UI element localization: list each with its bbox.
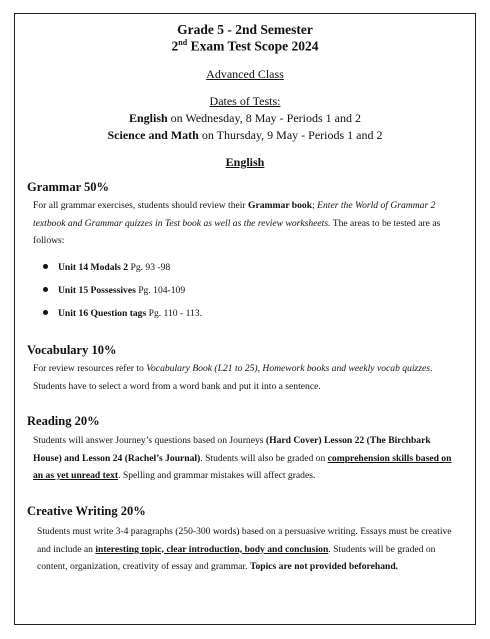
unit-pages: Pg. 93 -98: [128, 262, 171, 273]
list-item: [43, 285, 185, 296]
grammar-text: For all grammar exercises, students should review their: [33, 200, 249, 211]
class-level: Advanced Class: [206, 67, 284, 81]
creative-writing-heading: Creative Writing 20%: [27, 504, 146, 518]
bullet-icon: [43, 264, 48, 269]
writing-requirements: interesting topic, clear introduction, body and conclusion: [95, 543, 329, 555]
vocabulary-description: [33, 360, 461, 395]
reading-skills: comprehension skills based on an as yet unread text: [33, 452, 452, 481]
reading-lessons: (Hard Cover) Lesson 22 (The Birchbark House) and Lesson 24 (Rachel’s Journal): [33, 435, 431, 464]
unit-name: Unit 14 Modals 2: [58, 262, 129, 273]
scimath-date-subject: Science and Math: [107, 128, 199, 142]
creative-writing-description: [37, 523, 461, 576]
grammar-resources: Enter the World of Grammar 2 textbook and Grammar quizzes in Test book as well as the review worksheets.: [33, 200, 436, 229]
english-date-text: on Wednesday, 8 May - Periods 1 and 2: [167, 111, 362, 125]
english-test-date: [15, 111, 475, 126]
unit-pages: Pg. 110 - 113.: [146, 308, 203, 319]
vocabulary-heading: Vocabulary 10%: [27, 343, 117, 357]
grammar-text-sep: ;: [312, 200, 318, 211]
reading-grades-note: . Spelling and grammar mistakes will affect grades.: [118, 470, 316, 481]
grammar-areas-intro: The areas to be tested are as follows:: [33, 217, 441, 246]
unit-name: Unit 16 Question tags: [58, 308, 147, 319]
unit-name: Unit 15 Possessives: [58, 285, 136, 296]
writing-grading: . Students will be graded on content, organization, creativity of essay and grammar.: [37, 543, 436, 572]
writing-topics-note: Topics are not provided beforehand.: [249, 561, 399, 572]
list-item: [43, 308, 202, 319]
subtitle-ordinal: 2: [171, 38, 179, 54]
reading-heading: Reading 20%: [27, 414, 100, 428]
document-title: Grade 5 - 2nd Semester: [177, 22, 313, 37]
subtitle-ordinal-suffix: nd: [178, 38, 188, 47]
reading-text: Students will answer Journey’s questions based on Journeys: [33, 435, 266, 446]
list-item: [43, 262, 170, 273]
scimath-date-text: on Thursday, 9 May - Periods 1 and 2: [198, 128, 383, 142]
english-date-subject: English: [128, 111, 168, 125]
unit-pages: Pg. 104-109: [135, 285, 186, 296]
writing-text: Students must write 3-4 paragraphs (250-300 words) based on a persuasive writing. Essays must be creative and include an: [37, 526, 452, 555]
bullet-icon: [43, 310, 48, 315]
subject-heading: English: [225, 155, 265, 169]
grammar-description: [33, 197, 461, 250]
reading-description: [33, 432, 461, 485]
document-subtitle: [15, 38, 475, 55]
dates-heading: Dates of Tests:: [209, 94, 281, 108]
test-scope-document: [14, 13, 476, 625]
reading-text-mid: . Students will also be graded on: [200, 452, 328, 464]
grammar-heading: Grammar 50%: [27, 180, 110, 194]
scimath-test-date: [15, 128, 475, 143]
bullet-icon: [43, 287, 48, 292]
subtitle-rest: Exam Test Scope 2024: [187, 38, 319, 54]
grammar-book-name: Grammar book: [248, 200, 313, 211]
vocabulary-text: For review resources refer to: [33, 363, 147, 374]
vocabulary-resources: Vocabulary Book (L21 to 25), Homework books and weekly vocab quizzes: [146, 363, 430, 374]
vocabulary-task: . Students have to select a word from a word bank and put it into a sentence.: [33, 363, 433, 392]
